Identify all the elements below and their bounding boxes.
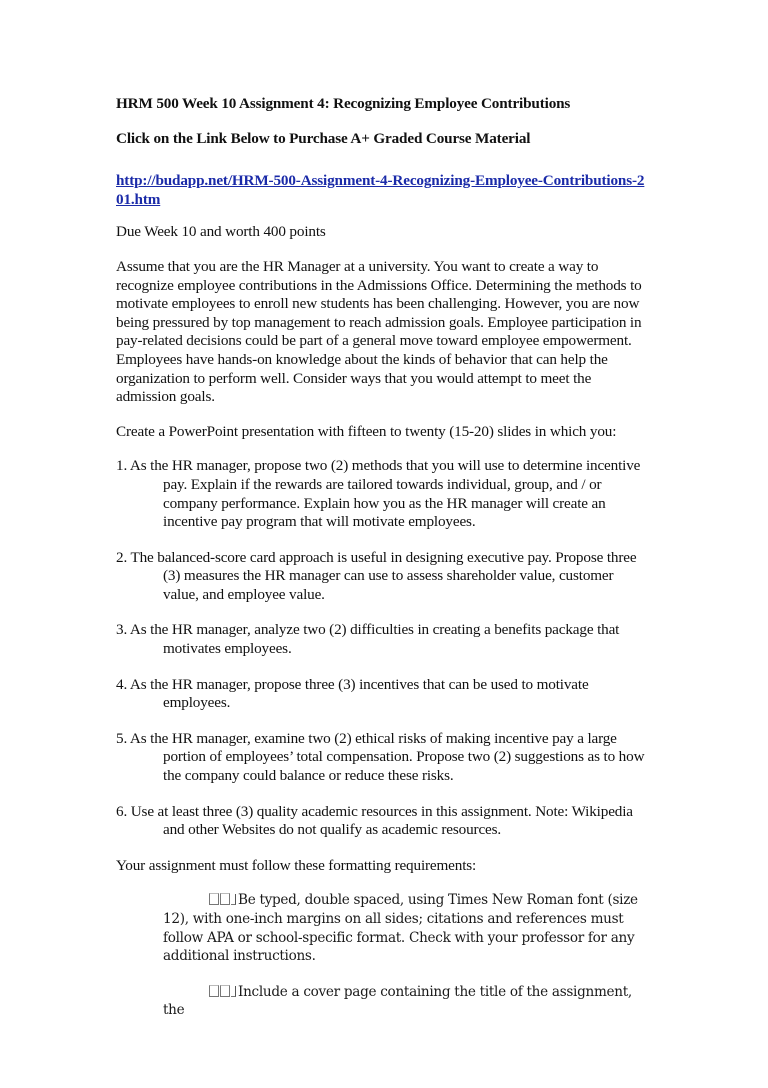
requirement-item xyxy=(163,983,646,1020)
document-title: HRM 500 Week 10 Assignment 4: Recognizing Employee Contributions xyxy=(116,95,571,112)
missing-glyph-bullet-icon xyxy=(209,983,237,1002)
intro-paragraph: Assume that you are the HR Manager at a university. You want to create a way to recognize employee contributions in the Admissions Office. Determining the methods to motivate employees to enroll new students has been challenging. However, you are now being pressured by top management to reach admission goals. Employee participation in pay-related decisions could be part of a general move toward employee empowerment. Employees have hands-on knowledge about the kinds of behavior that can help the organization to perform well. Consider ways that you would attempt to meet the admission goals. xyxy=(116,257,642,406)
purchase-link[interactable]: http://budapp.net/HRM-500-Assignment-4-Recognizing-Employee-Contributions-201.htm xyxy=(116,172,645,208)
missing-glyph-bullet-icon xyxy=(209,891,237,910)
task-item-4: 4. As the HR manager, propose three (3) incentives that can be used to motivate employees. xyxy=(116,675,589,712)
task-item-1: 1. As the HR manager, propose two (2) methods that you will use to determine incentive pay. Explain if the rewards are tailored towards individual, group, and / or company performance. Explain how you as the HR manager will create an incentive pay program that will motivate employees. xyxy=(116,457,641,531)
task-item-2: 2. The balanced-score card approach is useful in designing executive pay. Propose three (3) measures the HR manager can use to assess shareholder value, customer value, and employee value. xyxy=(116,548,637,603)
due-date-text: Due Week 10 and worth 400 points xyxy=(116,223,326,241)
document-page xyxy=(116,95,646,1037)
requirement-text: Be typed, double spaced, using Times New Roman font (size 12), with one-inch margins on all sides; citations and references must follow APA or school-specific format. Check with your professor for any additional instructions. xyxy=(163,892,638,965)
task-item-6: 6. Use at least three (3) quality academic resources in this assignment. Note: Wikipedia and other Websites do not qualify as academic resources. xyxy=(116,802,633,839)
task-lead: Create a PowerPoint presentation with fifteen to twenty (15-20) slides in which you: xyxy=(116,422,617,440)
task-item-5: 5. As the HR manager, examine two (2) ethical risks of making incentive pay a large portion of employees’ total compensation. Propose two (2) suggestions as to how the company could balance or reduce these risks. xyxy=(116,729,645,785)
link-block xyxy=(116,172,646,209)
requirement-item xyxy=(163,891,646,965)
purchase-instruction: Click on the Link Below to Purchase A+ Graded Course Material xyxy=(116,129,531,147)
requirements-lead: Your assignment must follow these formatting requirements: xyxy=(116,856,477,874)
requirement-text: Include a cover page containing the title of the assignment, the xyxy=(163,983,632,1019)
task-item-3: 3. As the HR manager, analyze two (2) difficulties in creating a benefits package that motivates employees. xyxy=(116,621,620,658)
